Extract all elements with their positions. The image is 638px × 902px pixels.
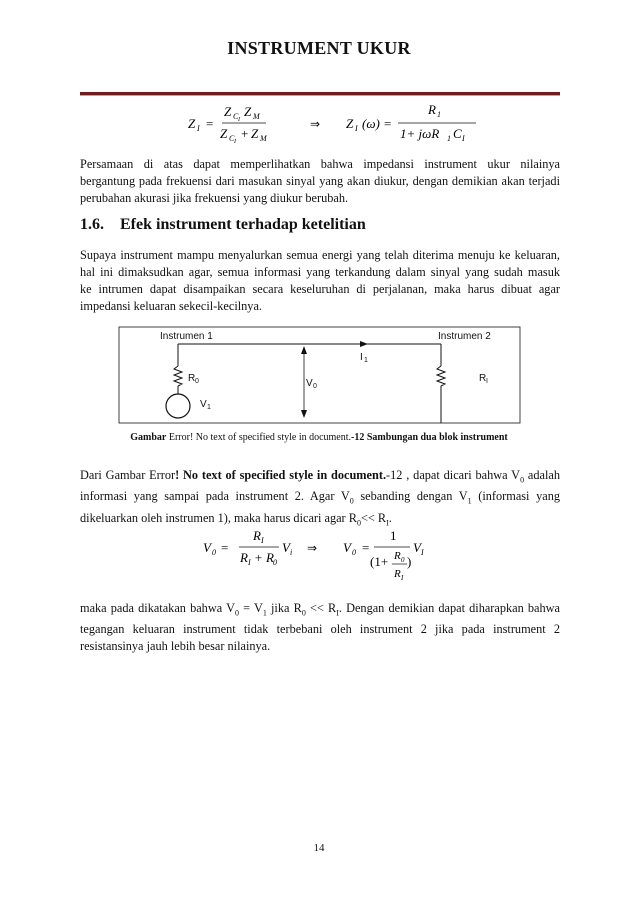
- eq2-r-inner-num: R: [394, 550, 401, 562]
- label-i1-sub: 1: [364, 357, 368, 364]
- eq1-num2: Z: [244, 104, 252, 119]
- eq2-r-factor: V: [413, 540, 421, 555]
- eq1-rhs-num-sub: 1: [437, 110, 441, 119]
- voltage-equation: [195, 526, 455, 586]
- paragraph-line: hal ini dimaksudkan agar, semua informasi yang terkandung dalam sinyal yang sudah masuk: [80, 265, 560, 279]
- label-v0: V: [306, 378, 313, 389]
- eq1-rhs-lhs: Z: [346, 116, 354, 131]
- paragraph-line: dikeluarkan oleh instrumen 1), maka harus dicari agar $R_0<< R_I$.: [80, 510, 392, 528]
- paragraph-line: maka pada dikatakan bahwa $V_0 = V_1$ jika $R_0 << R_I$. Dengan demikian dapat diharapkan bahwa: [80, 601, 561, 618]
- label-v1-sub: 1: [207, 404, 211, 411]
- label-r1-sub: I: [486, 378, 488, 385]
- label-v1: V: [200, 399, 207, 410]
- caption-error: Error! No text of specified style in document.: [166, 432, 352, 443]
- paragraph-impedance: [80, 156, 560, 207]
- caption-prefix: Gambar: [130, 432, 167, 443]
- eq2-r-lhs-sub: 0: [352, 548, 356, 557]
- eq1-rhs-den-sub: 1: [447, 134, 451, 143]
- eq1-num-sub: C: [233, 112, 239, 121]
- eq1-num-subsub: I: [238, 117, 240, 123]
- paragraph-line: impedansi keluaran sekecil-kecilnya.: [80, 299, 262, 313]
- eq1-rhs-arg: (ω) =: [362, 116, 392, 131]
- eq1-den-plus: +: [241, 126, 249, 141]
- resistor-r1-icon: [437, 366, 445, 386]
- label-r0: R: [188, 373, 196, 384]
- eq1-rhs-den: 1+ jωR: [400, 126, 440, 141]
- paragraph-conclusion: [80, 600, 560, 655]
- eq2-num-sub: I: [261, 536, 264, 545]
- current-arrow-icon: [360, 341, 368, 347]
- paragraph-line: Persamaan di atas dapat memperlihatkan bahwa impedansi instrument ukur nilainya: [80, 157, 560, 171]
- eq2-r-den-open: (1+: [370, 554, 389, 569]
- paragraph-line: tegangan keluaran instrument tidak terbebani oleh instrument 2 jika pada instrument 2: [80, 622, 560, 637]
- eq1-lhs: Z: [188, 116, 196, 131]
- eq1-lhs-sub: I: [197, 124, 200, 133]
- section-number: 1.6.: [80, 216, 104, 233]
- page-title: INSTRUMENT UKUR: [227, 38, 411, 58]
- paragraph-v0: [80, 467, 560, 531]
- circuit-diagram: [118, 322, 522, 426]
- eq1-num: Z: [224, 104, 232, 119]
- eq1-den2: Z: [251, 126, 259, 141]
- eq2-r-inner-den-sub: I: [401, 574, 404, 582]
- v0-arrow-up-icon: [301, 346, 307, 354]
- eq1-rhs-den2: C: [453, 126, 462, 141]
- eq1-den-sub: C: [229, 134, 235, 143]
- eq2-den: R: [240, 550, 248, 565]
- eq1-rhs-den2-sub: I: [462, 134, 465, 143]
- impedance-equation: [160, 100, 490, 148]
- paragraph-line: informasi yang sampai pada instrument 2. Agar $V_0$ sebanding dengan $V_1$ (informasi yang: [80, 489, 560, 506]
- eq2-r-equals: =: [362, 540, 370, 555]
- label-r0-sub: 0: [195, 378, 199, 385]
- resistor-r0-icon: [174, 366, 182, 386]
- paragraph-line: bergantung pada frekuensi dari masukan sinyal yang akan diukur, dengan demikian akan terjadi: [80, 174, 560, 188]
- figure-caption: [0, 432, 638, 443]
- eq2-r-den-close: ): [407, 554, 412, 569]
- page-number: 14: [313, 842, 325, 854]
- section-heading: [80, 216, 366, 234]
- eq2-lhs-sub: 0: [212, 548, 216, 557]
- eq2-r-inner-den: R: [394, 568, 401, 580]
- eq2-factor: V: [282, 540, 290, 555]
- label-r1: R: [479, 373, 487, 384]
- eq2-den-plus: + R: [254, 550, 274, 565]
- eq1-den-subsub: I: [234, 139, 236, 145]
- eq2-den-sub2: 0: [273, 558, 277, 567]
- eq1-rhs-num: R: [428, 102, 436, 117]
- label-instrument-2: Instrumen 2: [438, 331, 491, 342]
- voltage-source-icon: [166, 394, 190, 418]
- paragraph-line: ke intrumen dapat disampaikan secara keseluruhan di perjalanan, maka harus dibuat agar: [80, 282, 560, 296]
- eq2-num: R: [253, 528, 261, 543]
- eq2-r-factor-sub: I: [421, 548, 424, 557]
- caption-suffix: -12 Sambungan dua blok instrument: [351, 432, 508, 443]
- paragraph-energy: [80, 247, 560, 315]
- eq1-equals: =: [206, 116, 214, 131]
- eq2-den-sub: I: [248, 558, 251, 567]
- paragraph-line: resistansinya jauh lebih besar nilainya.: [80, 639, 271, 654]
- eq1-den2-sub: M: [260, 134, 267, 143]
- section-title-text: Efek instrument terhadap ketelitian: [120, 216, 366, 233]
- eq2-lhs: V: [203, 540, 211, 555]
- label-v0-sub: 0: [313, 383, 317, 390]
- paragraph-line: Dari Gambar Error! No text of specified style in document.-12 , dapat dicari bahwa $V_0$ adalah: [80, 468, 560, 485]
- eq2-r-num: 1: [390, 528, 397, 543]
- header-divider: [80, 92, 560, 96]
- eq2-arrow: ⇒: [307, 541, 318, 555]
- paragraph-line: perubahan akurasi jika frekuensi yang diukur berubah.: [80, 191, 349, 205]
- eq1-num2-sub: M: [253, 112, 260, 121]
- paragraph-line: Supaya instrument mampu menyalurkan semua energi yang telah diterima menuju ke keluaran,: [80, 248, 560, 262]
- eq2-r-inner-num-sub: 0: [401, 556, 405, 564]
- eq2-r-lhs: V: [343, 540, 351, 555]
- label-instrument-1: Instrumen 1: [160, 331, 213, 342]
- eq1-rhs-lhs-sub: I: [355, 124, 358, 133]
- eq1-arrow: ⇒: [310, 117, 321, 131]
- eq1-den: Z: [220, 126, 228, 141]
- eq2-equals: =: [221, 540, 229, 555]
- label-i1: I: [360, 352, 363, 363]
- v0-arrow-down-icon: [301, 410, 307, 418]
- eq2-factor-sub: i: [290, 548, 293, 557]
